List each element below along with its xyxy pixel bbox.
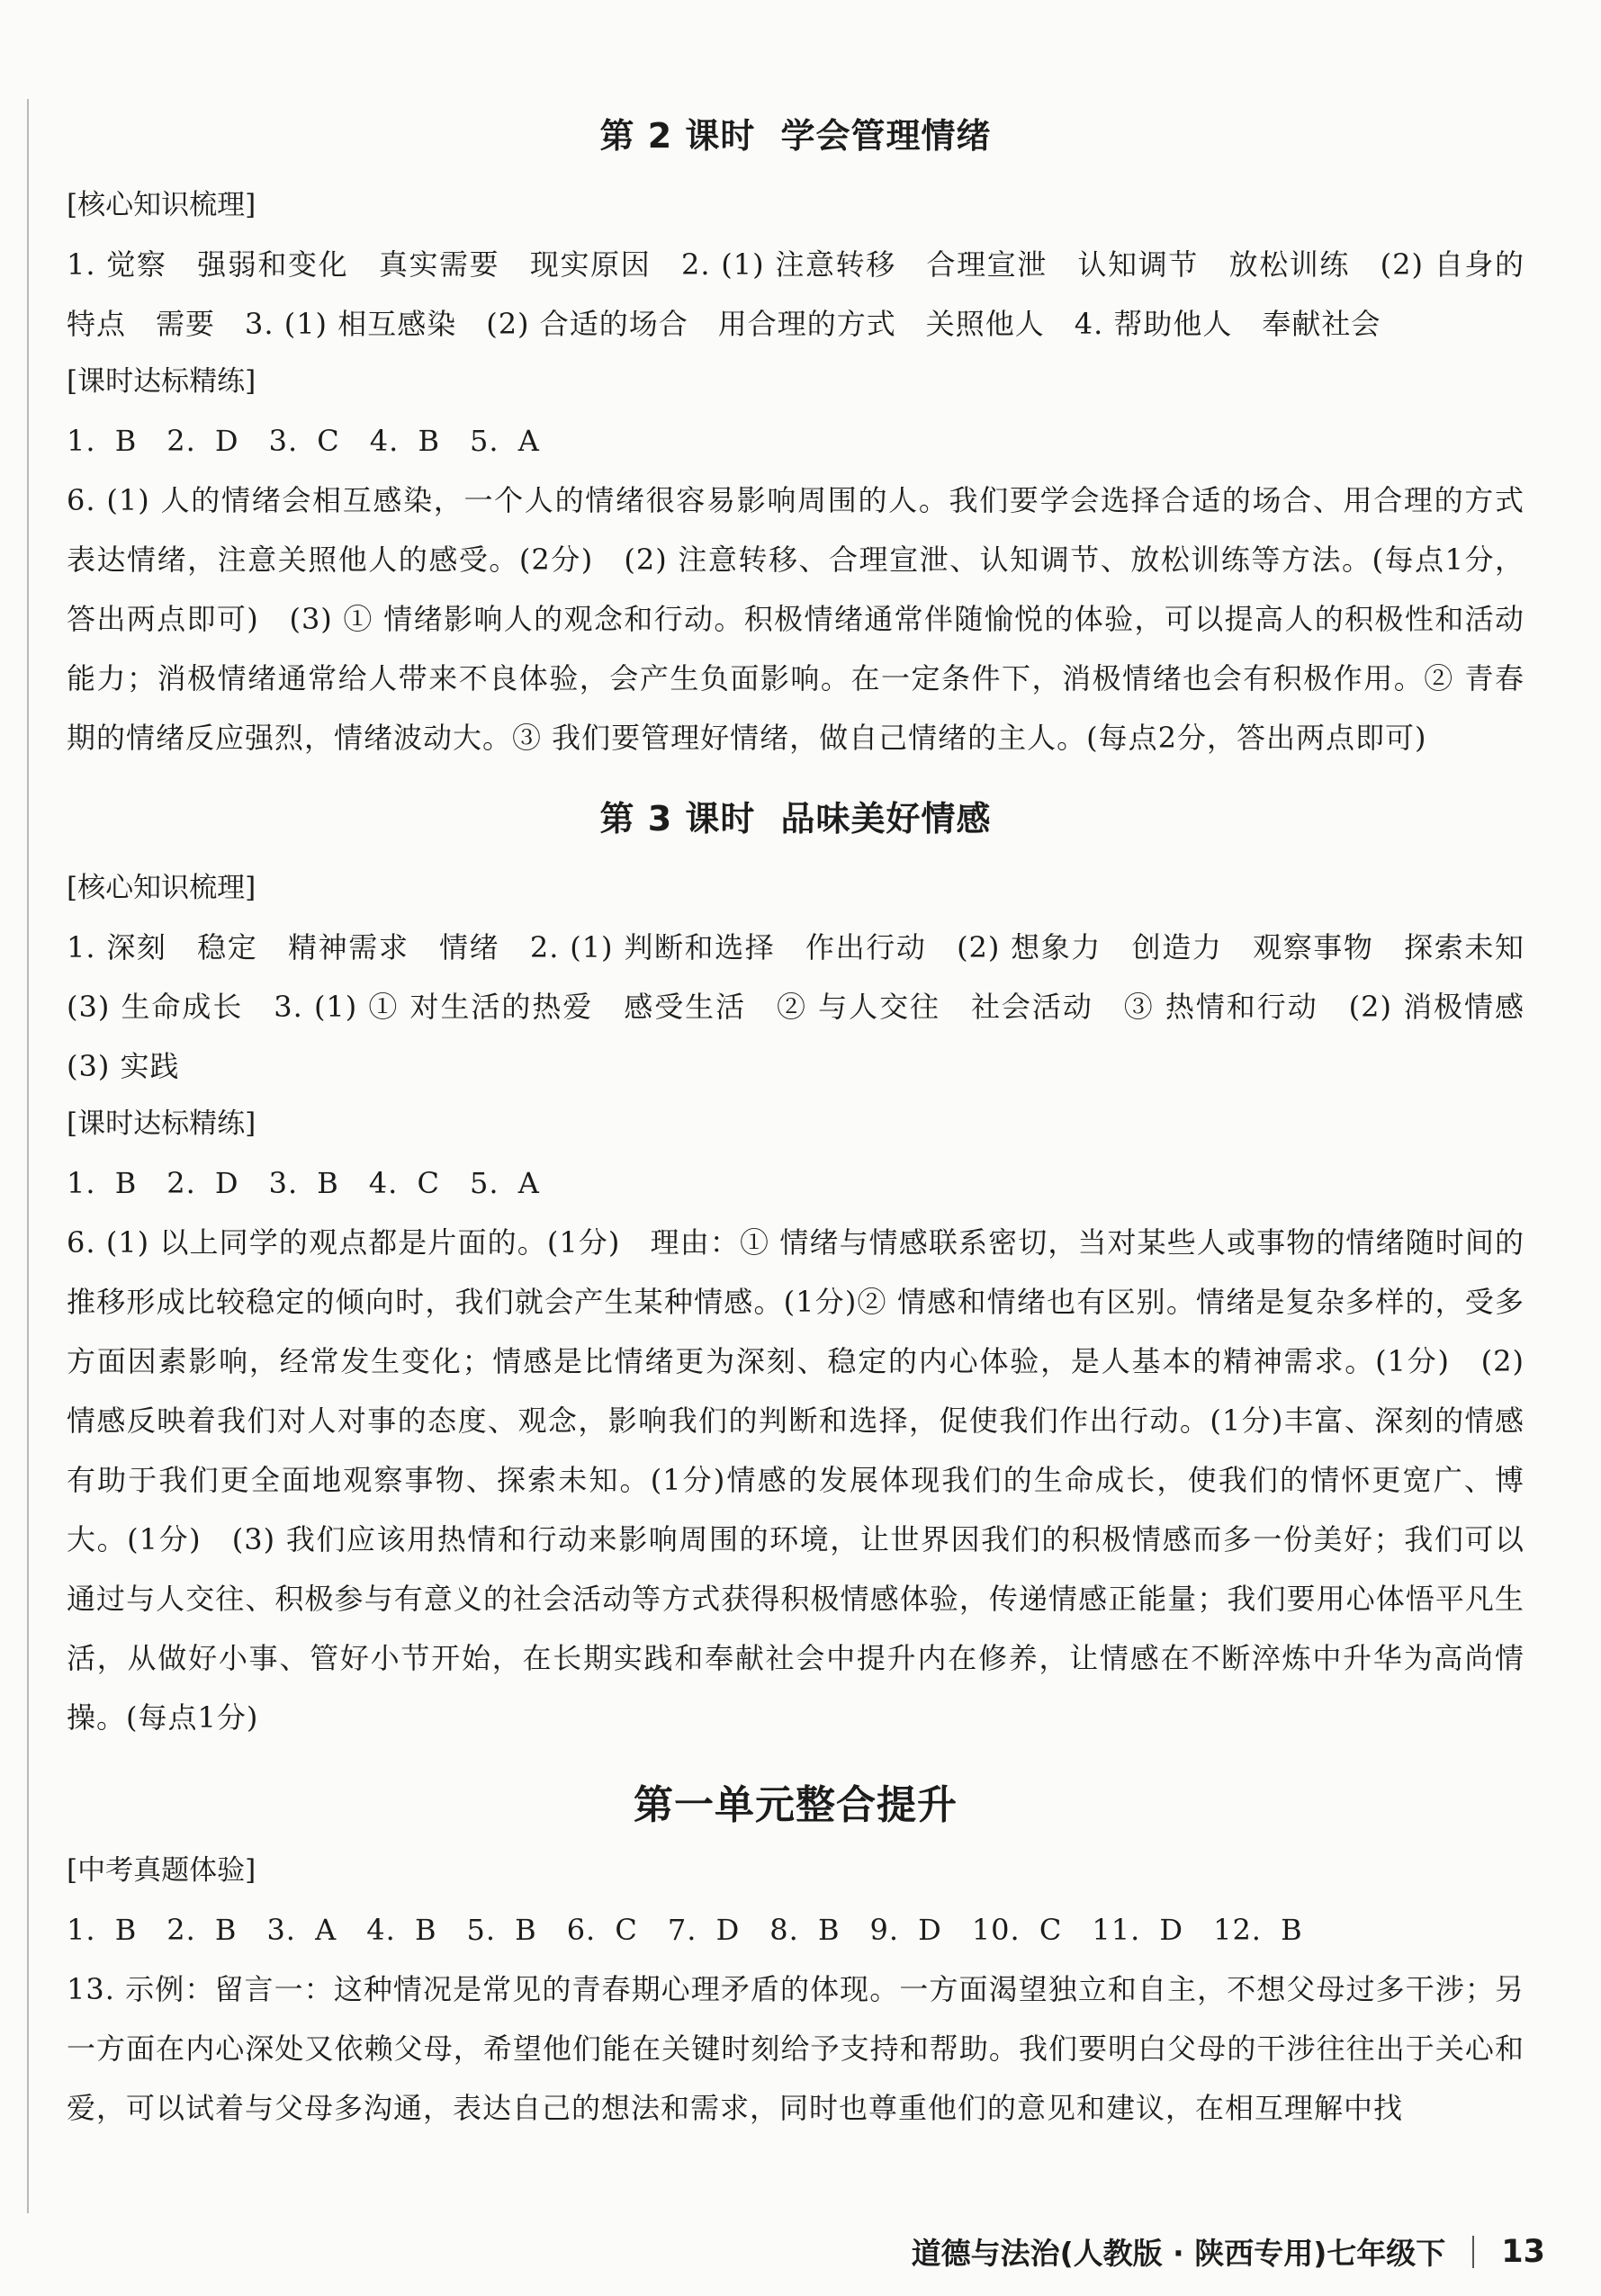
lesson3-title-num: 第 3 课时: [599, 799, 756, 839]
lesson2-tag-knowledge: [核心知识梳理]: [67, 189, 256, 221]
lesson2-title-num: 第 2 课时: [599, 116, 756, 156]
lesson3-q6: 6. (1) 以上同学的观点都是片面的。(1分) 理由：① 情绪与情感联系密切，当对某些人或事物的情绪随时间的推移形成比较稳定的倾向时，我们就会产生某种情感。(1分)② 情感和情绪也有区别。情绪是复杂多样的，受多方面因素影响，经常发生变化；情感是比情绪更为深刻、稳定的内心体验，是人基本的精神需求。(1分) (2) 情感反映着我们对人对事的态度、观念，影响我们的判断和选择，促使我们作出行动。(1分)丰富、深刻的情感有助于我们更全面地观察事物、探索未知。(1分)情感的发展体现我们的生命成长，使我们的情怀更宽广、博大。(1分) (3) 我们应该用热情和行动来影响周围的环境，让世界因我们的积极情感而多一份美好；我们可以通过与人交往、积极参与有意义的社会活动等方式获得积极情感体验，传递情感正能量；我们要用心体悟平凡生活，从做好小事、管好小节开始，在长期实践和奉献社会中提升内在修养，让情感在不断淬炼中升华为高尚情操。(每点1分): [67, 1225, 1525, 1735]
lesson3-tag-practice: [课时达标精练]: [67, 1108, 256, 1140]
lesson2-mc-answers: 1. B 2. D 3. C 4. B 5. A: [67, 424, 540, 458]
footer-book-title: 道德与法治(人教版 · 陕西专用)七年级下: [911, 2236, 1446, 2271]
content: [67, 99, 1555, 2138]
lesson2-title-text: 学会管理情绪: [780, 116, 992, 156]
unit-mc-answers: 1. B 2. B 3. A 4. B 5. B 6. C 7. D 8. B 9. D 10. C 11. D 12. B: [67, 1913, 1303, 1947]
margin-rule: [27, 99, 29, 2213]
lesson2-knowledge: 1. 觉察 强弱和变化 真实需要 现实原因 2. (1) 注意转移 合理宣泄 认知调节 放松训练 (2) 自身的特点 需要 3. (1) 相互感染 (2) 合适的场合 用合理的方式 关照他人 4. 帮助他人 奉献社会: [67, 247, 1525, 341]
lesson3-title: [67, 791, 1525, 840]
lesson3-knowledge: 1. 深刻 稳定 精神需求 情绪 2. (1) 判断和选择 作出行动 (2) 想象力 创造力 观察事物 探索未知 (3) 生命成长 3. (1) ① 对生活的热爱 感受生活 ② 与人交往 社会活动 ③ 热情和行动 (2) 消极情感 (3) 实践: [67, 930, 1555, 1083]
footer-divider: [1472, 2236, 1474, 2268]
unit-tag-exam: [中考真题体验]: [67, 1854, 256, 1887]
lesson2-tag-practice: [课时达标精练]: [67, 365, 256, 398]
lesson2-title: [67, 108, 1525, 157]
unit-title: 第一单元整合提升: [634, 1782, 958, 1828]
lesson3-tag-knowledge: [核心知识梳理]: [67, 872, 256, 904]
lesson3-mc-answers: 1. B 2. D 3. B 4. C 5. A: [67, 1166, 540, 1200]
lesson2-q6: 6. (1) 人的情绪会相互感染，一个人的情绪很容易影响周围的人。我们要学会选择合适的场合、用合理的方式表达情绪，注意关照他人的感受。(2分) (2) 注意转移、合理宣泄、认知调节、放松训练等方法。(每点1分，答出两点即可) (3) ① 情绪影响人的观念和行动。积极情绪通常伴随愉悦的体验，可以提高人的积极性和活动能力；消极情绪通常给人带来不良体验，会产生负面影响。在一定条件下，消极情绪也会有积极作用。② 青春期的情绪反应强烈，情绪波动大。③ 我们要管理好情绪，做自己情绪的主人。(每点2分，答出两点即可): [67, 483, 1525, 755]
page-footer: [912, 2230, 1545, 2273]
page-number: 13: [1501, 2233, 1545, 2270]
lesson3-title-text: 品味美好情感: [780, 799, 992, 839]
unit-q13: 13. 示例：留言一：这种情况是常见的青春期心理矛盾的体现。一方面渴望独立和自主，不想父母过多干涉；另一方面在内心深处又依赖父母，希望他们能在关键时刻给予支持和帮助。我们要明白父母的干涉往往出于关心和爱，可以试着与父母多沟通，表达自己的想法和需求，同时也尊重他们的意见和建议，在相互理解中找: [67, 1972, 1525, 2125]
